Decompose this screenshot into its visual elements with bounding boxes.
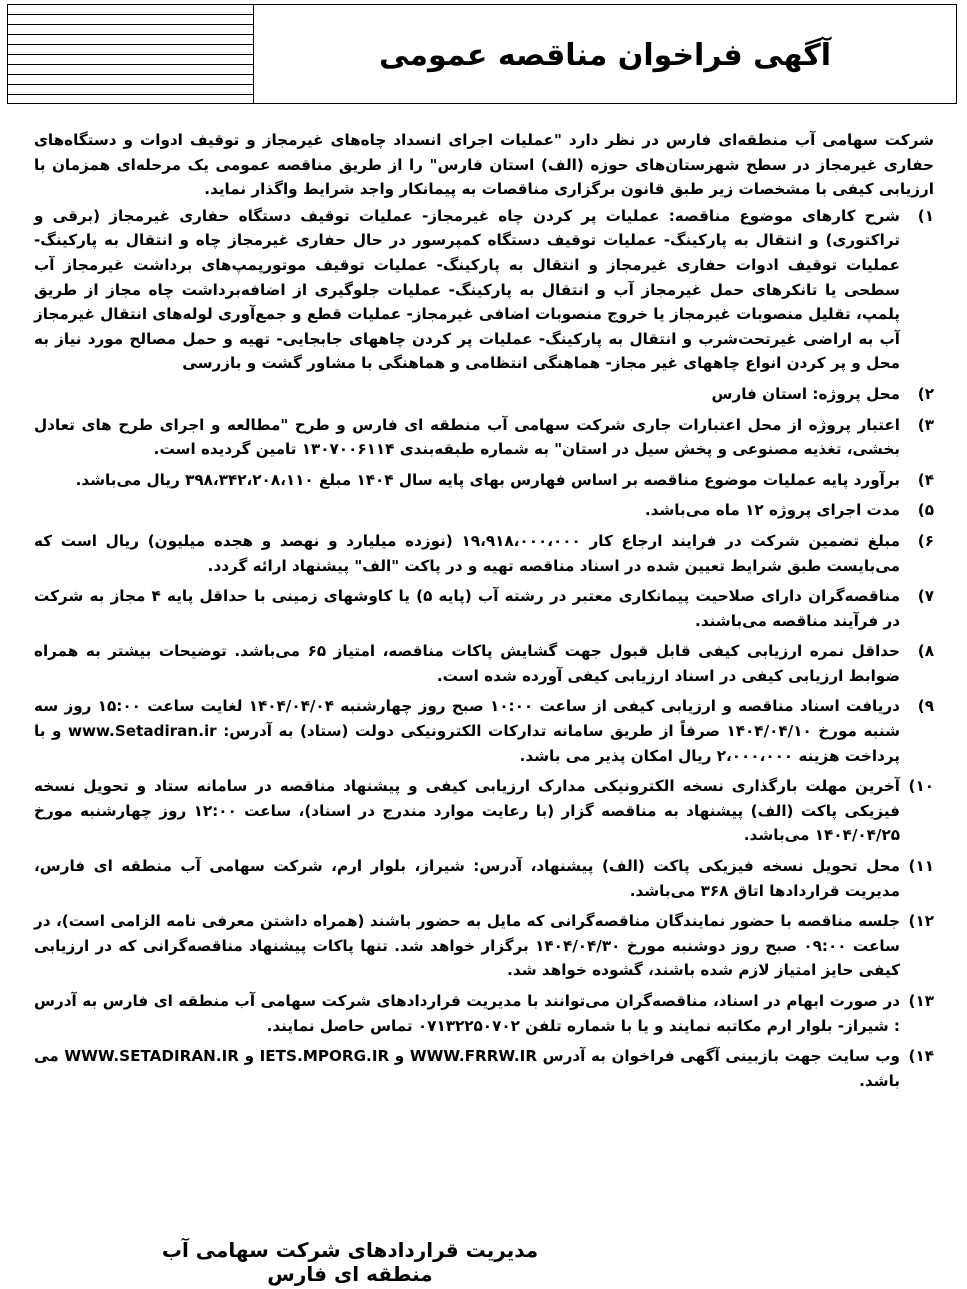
list-item-3 — [34, 413, 934, 462]
item-text: آخرین مهلت بارگذاری نسخه الکترونیکی مدارک ارزیابی کیفی و پیشنهاد مناقصه در سامانه ستاد و تحویل نسخه فیزیکی پاکت (الف) پیشنهاد به مناقصه گزار (با رعایت موارد مندرج در اسناد)، ساعت ۱۲:۰۰ روز چهارشنبه مورخ ۱۴۰۴/۰۴/۲۵ می‌باشد. — [34, 777, 900, 845]
conjunction: و — [394, 1047, 405, 1066]
item-text-continued: می باشد. — [34, 1047, 900, 1090]
item-number: ۶ ) — [904, 529, 934, 554]
header-ruled-lines — [8, 5, 254, 103]
item-number: ۴ ) — [904, 468, 934, 493]
item-text: در صورت ابهام در اسناد، مناقصه‌گران می‌توانند با مدیریت قراردادهای شرکت سهامی آب منطقه ای فارس به آدرس : شیراز- بلوار ارم مکاتبه نمایند و یا با شماره تلفن ۰۷۱۳۲۲۵۰۷۰۲ تماس حاصل نمایند. — [34, 992, 900, 1035]
item-text: وب سایت جهت بازبینی آگهی فراخوان به آدرس — [542, 1047, 900, 1066]
list-item-10 — [34, 774, 934, 848]
list-item-1 — [34, 204, 934, 376]
footer-signature: مدیریت قراردادهای شرکت سهامی آب منطقه ای فارس — [161, 1238, 539, 1286]
item-number: ۱ ) — [904, 204, 934, 229]
item-text: مبلغ تضمین شرکت در فرایند ارجاع کار ۱۹،۹۱۸،۰۰۰،۰۰۰ (نوزده میلیارد و نهصد و هجده میلیون) ریال است که می‌بایست طبق شرایط تعیین شده در اسناد مناقصه تهیه و در پاکت "الف" پیشنهاد ارائه گردد. — [34, 531, 900, 575]
frrw-link[interactable]: WWW.FRRW.IR — [409, 1047, 538, 1066]
list-item-9 — [34, 694, 934, 768]
setadiran-link[interactable]: www.Setadiran.ir — [67, 722, 217, 741]
item-text: محل تحویل نسخه فیزیکی پاکت (الف) پیشنهاد، آدرس: شیراز، بلوار ارم، شرکت سهامی آب منطقه ای فارس، مدیریت قراردادها اتاق ۳۶۸ می‌باشد. — [34, 857, 900, 900]
item-number: ۷ ) — [904, 584, 934, 609]
item-number: ۳ ) — [904, 413, 934, 438]
item-text: دریافت اسناد مناقصه و ارزیابی کیفی از ساعت ۱۰:۰۰ صبح روز چهارشنبه ۱۴۰۴/۰۴/۰۴ لغایت ساعت ۱۵:۰۰ روز سه شنبه مورخ ۱۴۰۴/۰۴/۱۰ صرفاً از طریق سامانه تدارکات الکترونیکی دولت (ستاد) به آدرس: — [34, 697, 901, 741]
setadiran-upper-link[interactable]: WWW.SETADIRAN.IR — [64, 1047, 239, 1066]
list-item-13 — [34, 989, 934, 1038]
list-item-4 — [34, 468, 934, 493]
iets-link[interactable]: IETS.MPORG.IR — [259, 1047, 390, 1066]
list-item-14 — [34, 1044, 934, 1093]
item-number: ۱۳ ) — [904, 989, 934, 1014]
item-text: برآورد پایه عملیات موضوع مناقصه بر اساس فهارس بهای پایه سال ۱۴۰۴ مبلغ ۳۹۸،۳۴۲،۲۰۸،۱۱۰ ریال می‌باشد. — [75, 470, 900, 489]
item-text: اعتبار پروژه از محل اعتبارات جاری شرکت سهامی آب منطقه ای فارس و طرح "مطالعه و اجرای طرح های تعادل بخشی، تغذیه مصنوعی و پخش سیل در استان" به شماره طبقه‌بندی ۱۳۰۷۰۰۶۱۱۴ تامین گردیده است. — [34, 415, 900, 459]
item-number: ۱۰ ) — [904, 774, 934, 799]
conditions-list — [34, 204, 934, 1094]
item-text: حداقل نمره ارزیابی کیفی قابل قبول جهت گشایش پاکات مناقصه، امتیاز ۶۵ می‌باشد. توضیحات بیشتر به همراه ضوابط ارزیابی کیفی در اسناد ارزیابی کیفی آورده شده است. — [34, 642, 900, 685]
conjunction: و — [244, 1047, 255, 1066]
item-text: محل پروژه: استان فارس — [711, 384, 900, 403]
item-number: ۹ ) — [904, 694, 934, 719]
item-text: مناقصه‌گران دارای صلاحیت پیمانکاری معتبر در رشته آب (پایه ۵) یا کاوشهای زمینی با حداقل پایه ۴ مجاز به شرکت در فرآیند مناقصه می‌باشند. — [34, 587, 900, 630]
item-text: مدت اجرای پروژه ۱۲ ماه می‌باشد. — [644, 501, 900, 520]
list-item-2 — [34, 382, 934, 407]
list-item-8 — [34, 639, 934, 688]
item-text: جلسه مناقصه با حضور نمایندگان مناقصه‌گرانی که مایل به حضور باشند (همراه داشتن معرفی نامه الزامی است)، در ساعت ۰۹:۰۰ صبح روز دوشنبه مورخ ۱۴۰۴/۰۴/۳۰ برگزار خواهد شد. تنها پاکات پیشنهاد مناقصه‌گرانی که در ارزیابی کیفی حایز امتیاز لازم شده باشند، گشوده خواهد شد. — [34, 912, 900, 980]
item-number: ۱۲ ) — [904, 909, 934, 934]
item-number: ۸ ) — [904, 639, 934, 664]
intro-paragraph: شرکت سهامی آب منطقه‌ای فارس در نظر دارد "عملیات اجرای انسداد چاه‌های غیرمجاز و توقیف ادوات و دستگاه‌های حفاری غیرمجاز در سطح شهرستان‌های حوزه (الف) استان فارس" را از طریق مناقصه عمومی یک مرحله‌ای همزمان با ارزیابی کیفی با مشخصات زیر طبق قانون برگزاری مناقصات به پیمانکار واجد شرایط واگذار نماید. — [34, 131, 934, 199]
item-text-continued: و با پرداخت هزینه ۲،۰۰۰،۰۰۰ ریال امکان پذیر می باشد. — [34, 722, 900, 765]
item-number: ۲ ) — [904, 382, 934, 407]
page-title: آگهی فراخوان مناقصه عمومی — [379, 37, 831, 73]
item-text: شرح کارهای موضوع مناقصه: عملیات پر کردن چاه غیرمجاز- عملیات توقیف دستگاه حفاری غیرمجاز (برقی و تراکتوری) و انتقال به پارکینگ- عملیات توقیف دستگاه کمپرسور در حال حفاری غیرمجاز چاه و انتقال به پارکینگ- عملیات توقیف ادوات حفاری غیرمجاز و انتقال به پارکینگ- عملیات توقیف موتورپمپ‌های برداشت غیرمجاز آب سطحی یا تانکرهای حمل غیرمجاز آب و انتقال به پارکینگ- عملیات جلوگیری از اضافه‌برداشت چاه مجاز از طریق پلمپ، تقلیل منصوبات غیرمجاز یا خروج منصوبات اضافی غیرمجاز- عملیات قطع و جمع‌آوری لوله‌های انتقال غیرمجاز آب به اراضی غیرتحت‌شرب و انتقال به پارکینگ- عملیات پر کردن چاههای جابجایی- تهیه و حمل مصالح مورد نیاز به محل و پر کردن انواع چاههای غیر مجاز- هماهنگی انتظامی و هماهنگی با مشاور گشت و بازرسی — [34, 206, 900, 373]
item-number: ۱۱ ) — [904, 854, 934, 879]
list-item-11 — [34, 854, 934, 903]
list-item-6 — [34, 529, 934, 578]
announcement-body — [34, 128, 934, 1099]
list-item-5 — [34, 498, 934, 523]
item-number: ۵ ) — [904, 498, 934, 523]
item-number: ۱۴ ) — [904, 1044, 934, 1069]
list-item-7 — [34, 584, 934, 633]
header-box — [7, 4, 957, 104]
list-item-12 — [34, 909, 934, 983]
